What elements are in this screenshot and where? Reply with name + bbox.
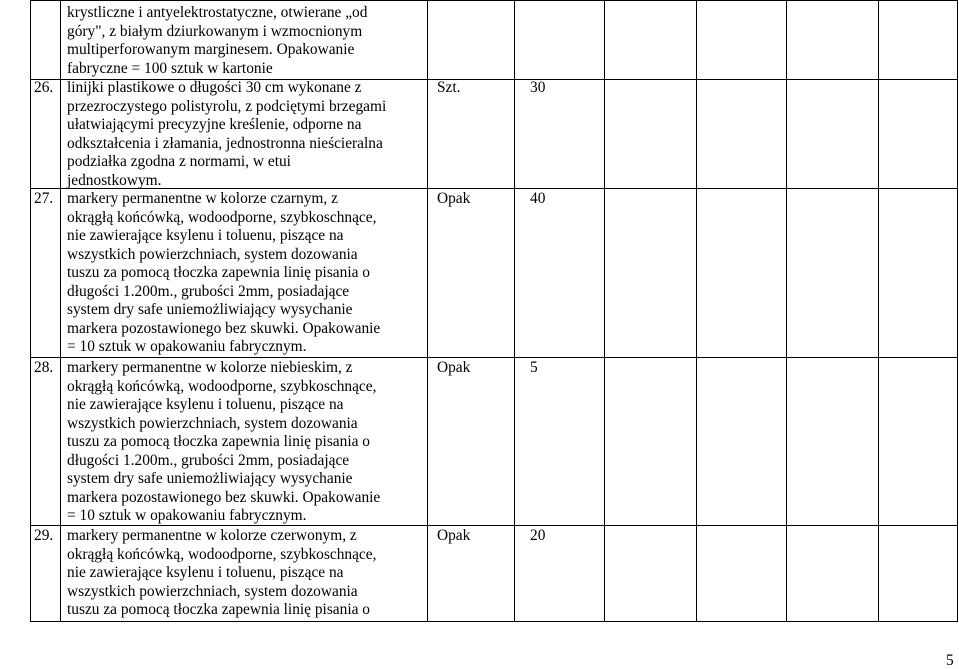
- item-number: 27.: [34, 190, 54, 207]
- page-number: 5: [946, 652, 954, 669]
- item-unit: Opak: [437, 527, 471, 544]
- item-number: 26.: [34, 79, 54, 96]
- item-description: markery permanentne w kolorze czerwonym, z okrągłą końcówką, wodoodporne, szybkoschnące, nie zawierające ksylenu i toluenu, piszące na wszystkich powierzchniach, system dozowania tuszu za pomocą tłoczka zapewnia linię pisania o: [67, 527, 377, 618]
- item-description: markery permanentne w kolorze niebieskim, z okrągłą końcówką, wodoodporne, szybkoschnące, nie zawierające ksylenu i toluenu, piszące na wszystkich powierzchniach, system dozowania tuszu za pomocą tłoczka zapewnia linię pisania o długości 1.200m., grubości 2mm, posiadające system dry safe uniemożliwiający wysychanie markera pozostawionego bez skuwki. Opakowanie = 10 sztuk w opakowaniu fabrycznym.: [67, 359, 381, 524]
- item-quantity: 30: [530, 79, 546, 96]
- item-number: 28.: [34, 359, 54, 376]
- item-unit: Opak: [437, 359, 471, 376]
- item-description: krystliczne i antyelektrostatyczne, otwierane „od góry", z białym dziurkowanym i wzmocnionym multiperforowanym marginesem. Opakowanie fabryczne = 100 sztuk w kartonie: [67, 4, 368, 77]
- item-quantity: 40: [530, 190, 546, 207]
- item-quantity: 20: [530, 527, 546, 544]
- item-description: linijki plastikowe o długości 30 cm wykonane z przezroczystego polistyrolu, z podciętymi brzegami ułatwiającymi precyzyjne kreślenie, odporne na odkształcenia i złamania, jednostronna nieścieralna podziałka zgodna z normami, w etui jednostkowym.: [67, 79, 387, 189]
- item-description: markery permanentne w kolorze czarnym, z okrągłą końcówką, wodoodporne, szybkoschnące, nie zawierające ksylenu i toluenu, piszące na wszystkich powierzchniach, system dozowania tuszu za pomocą tłoczka zapewnia linię pisania o długości 1.200m., grubości 2mm, posiadające system dry safe uniemożliwiający wysychanie markera pozostawionego bez skuwki. Opakowanie = 10 sztuk w opakowaniu fabrycznym.: [67, 190, 381, 355]
- item-unit: Szt.: [437, 79, 461, 96]
- item-unit: Opak: [437, 190, 471, 207]
- item-quantity: 5: [530, 359, 538, 376]
- item-number: 29.: [34, 527, 54, 544]
